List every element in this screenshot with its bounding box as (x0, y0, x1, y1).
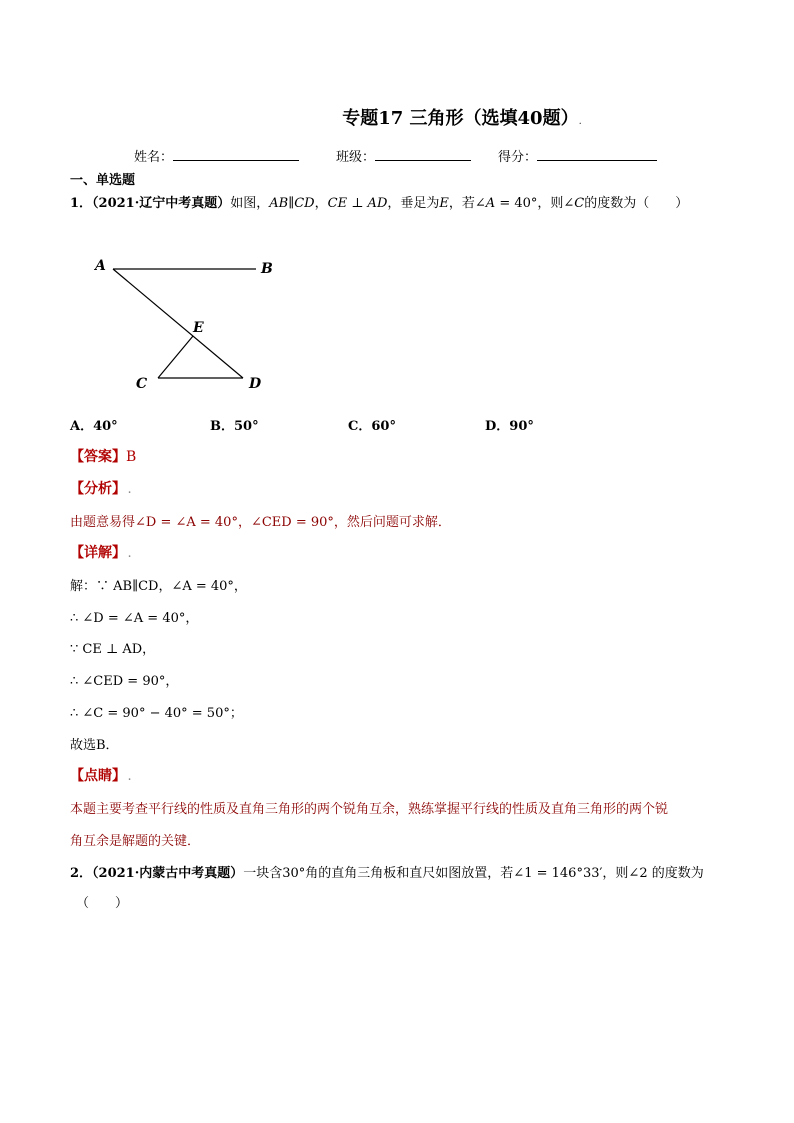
detail-line-3: ∵ CE ⊥ AD， (70, 642, 156, 657)
detail-heading: 【详解】 . (70, 545, 132, 561)
analysis-heading: 【分析】 . (70, 481, 132, 497)
detail-line-1: 解：∵ AB∥CD，∠A = 40°， (70, 579, 247, 594)
option-b: B．50° (210, 419, 259, 434)
option-d: D．90° (485, 419, 534, 434)
line-ad (113, 269, 243, 378)
detail-line-4: ∴ ∠CED = 90°， (70, 674, 179, 689)
option-c: C．60° (348, 419, 396, 434)
section-heading: 一、单选题 (70, 173, 136, 188)
line-ce (158, 336, 193, 378)
point-d-label: D (249, 376, 262, 392)
question-1-stem: 1．（2021·辽宁中考真题）如图，AB∥CD，CE ⊥ AD，垂足为E，若∠A = 40°，则∠C的度数为（ ） (70, 196, 689, 211)
name-blank (173, 148, 299, 161)
answer-row: 【答案】B (70, 449, 137, 465)
point-a-label: A (95, 258, 106, 274)
comment-line-2: 角互余是解题的关键． (70, 834, 201, 849)
name-field: 姓名： (134, 146, 299, 165)
score-blank (537, 148, 657, 161)
comment-heading: 【点睛】 . (70, 768, 132, 784)
question-2-paren: （ ） (76, 896, 129, 911)
detail-line-6: 故选B． (70, 738, 119, 753)
option-a: A．40° (70, 419, 118, 434)
class-blank (375, 148, 471, 161)
point-b-label: B (261, 261, 273, 277)
question-2-stem: 2．（2021·内蒙古中考真题）一块含30°角的直角三角板和直尺如图放置，若∠1 = 146°33′，则∠2 的度数为 (70, 866, 704, 881)
comment-line-1: 本题主要考查平行线的性质及直角三角形的两个锐角互余，熟练掌握平行线的性质及直角三角形的两个锐 (70, 802, 669, 817)
detail-line-2: ∴ ∠D = ∠A = 40°， (70, 611, 199, 626)
point-e-label: E (193, 320, 204, 336)
analysis-text: 由题意易得∠D = ∠A = 40°，∠CED = 90°，然后问题可求解． (70, 515, 451, 530)
page-title: 专题17 三角形（选填40题）. (342, 108, 582, 129)
point-c-label: C (136, 376, 148, 392)
detail-line-5: ∴ ∠C = 90° − 40° = 50°； (70, 706, 243, 721)
class-field: 班级： (336, 146, 471, 165)
score-field: 得分： (498, 146, 657, 165)
geometry-figure (80, 250, 310, 400)
